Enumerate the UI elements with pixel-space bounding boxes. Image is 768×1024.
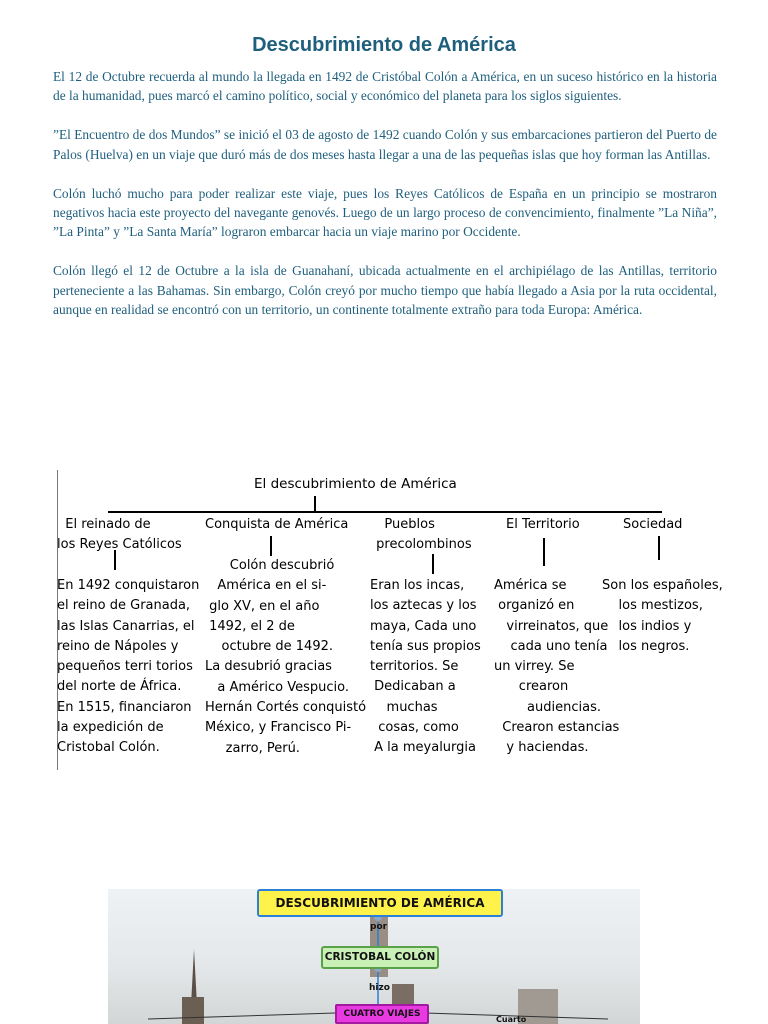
branch-connector-5	[658, 536, 660, 560]
handwritten-concept-map	[52, 466, 742, 771]
branch-heading-sociedad: Sociedad	[623, 517, 683, 532]
title-connector	[314, 496, 316, 512]
concept-map-image	[108, 889, 640, 1024]
article-body	[53, 67, 717, 339]
branch-heading-territorio: El Territorio	[506, 517, 580, 532]
branch-connector-4	[543, 538, 545, 566]
branch-body-reyes: En 1492 conquistaron el reino de Granada, las Islas Canarrias, el reino de Nápoles y pequeños terri torios del norte de África. En 1515, financiaron la expedición de Cristobal Colón.	[57, 578, 200, 756]
branch-heading-conquista: Conquista de América	[205, 517, 349, 532]
label-cuarto: Cuarto	[496, 1015, 527, 1024]
branch-heading-pueblos: Pueblos precolombinos	[376, 517, 472, 553]
concept-map-title: El descubrimiento de América	[254, 476, 457, 492]
paragraph-3: Colón luchó mucho para poder realizar este viaje, pues los Reyes Católicos de España en un principio se mostraron negativos hacia este proyecto del navegante genovés. Luego de un largo proceso de convencimiento, finalmente ”La Niña”, ”La Pinta” y ”La Santa María” lograron embarcar hacia un viaje marino por Occidente.	[53, 185, 717, 240]
branch-body-territorio: América se organizó en virreinatos, que cada uno tenía un virrey. Se crearon audiencias. Crearon estancias y haciendas.	[494, 578, 620, 756]
branch-connector-3	[432, 554, 434, 574]
paragraph-1: El 12 de Octubre recuerda al mundo la llegada en 1492 de Cristóbal Colón a América, en un suceso histórico en la historia de la humanidad, pues marcó el camino político, social y económico del planeta para los siglos siguientes.	[53, 69, 717, 104]
paragraph-2: ”El Encuentro de dos Mundos” se inició el 03 de agosto de 1492 cuando Colón y sus embarcaciones partieron del Puerto de Palos (Huelva) en un viaje que duró más de dos meses hasta llegar a una de las pequeñas islas que hoy forman las Antillas.	[53, 127, 717, 162]
horizontal-branch-line	[108, 511, 662, 513]
page-title: Descubrimiento de América	[252, 34, 516, 56]
branch-body-sociedad: Son los españoles, los mestizos, los indios y los negros.	[602, 578, 723, 654]
branch-heading-reyes: El reinado de los Reyes Católicos	[57, 517, 182, 553]
node-cuatro-viajes: CUATRO VIAJES	[335, 1004, 429, 1024]
paragraph-4: Colón llegó el 12 de Octubre a la isla de Guanahaní, ubicada actualmente en el archipiélago de las Antillas, territorio perteneciente a las Bahamas. Sin embargo, Colón creyó por mucho tiempo que había llegado a Asia por la ruta occidental, aunque en realidad se encontró con un territorio, un continente totalmente extraño para toda Europa: América.	[53, 263, 717, 318]
branch-connector-2	[270, 536, 272, 556]
branch-body-conquista: Colón descubrió América en el si- glo XV, en el año 1492, el 2 de octubre de 1492. La desubrió gracias a Américo Vespucio. Hernán Cortés conquistó México, y Francisco Pi- zarro, Perú.	[205, 558, 367, 756]
branch-body-pueblos: Eran los incas, los aztecas y los maya, Cada uno tenía sus propios territorios. Se Dedicaban a muchas cosas, como A la meyalurgia	[370, 578, 481, 756]
link-label-hizo: hizo	[369, 983, 390, 993]
image-map-title: DESCUBRIMIENTO DE AMÉRICA	[257, 889, 503, 917]
link-label-por: por	[370, 922, 388, 932]
node-cristobal-colon: CRISTOBAL COLÓN	[321, 946, 439, 969]
